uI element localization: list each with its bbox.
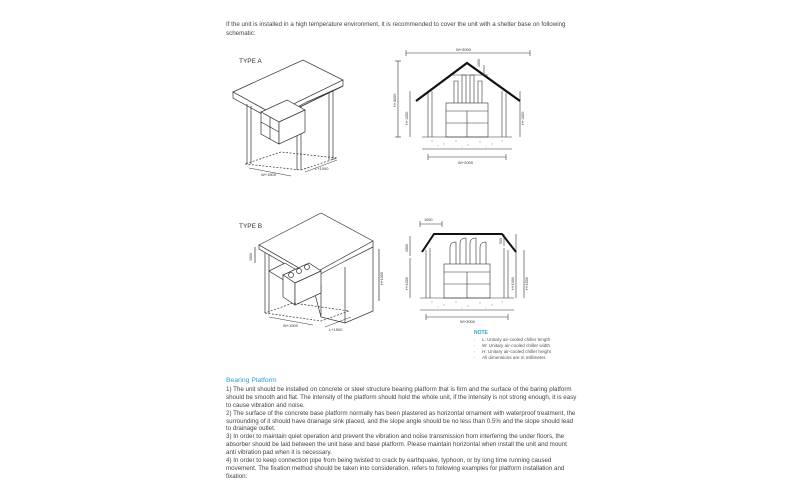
paragraph-1: 1) The unit should be installed on concrete or steel structure bearing platform that is firm and the surface of the baring platform should be smooth and flat. The intensity of the platform should hold the whole unit, if the intensity is not strong enough, it is easy to cause vibration and noise. — [226, 385, 577, 409]
intro-text: If the unit is installed in a high temperature environment, it is recommended to cover the unit with a shelter base on following schematic: — [226, 21, 566, 38]
type-b-mid-height-dim: H+1500 — [525, 277, 529, 290]
type-b-side-dim: H+1000 — [380, 272, 384, 285]
section-title: Bearing Platform — [226, 377, 277, 384]
type-a-front-drawing — [392, 45, 542, 170]
type-b-base-width-dim: W+3000 — [460, 319, 476, 324]
type-b-right-top-dim: 500 — [499, 238, 503, 244]
note-item: · W: Unitary air-cooled chiller width — [474, 343, 551, 348]
type-a-top-height: 1000 — [477, 59, 481, 67]
note-item: · All dimensions are in millimeter. — [474, 355, 547, 360]
type-b-length-dim: L+1500 — [329, 327, 343, 332]
paragraph-2: 2) The surface of the concrete base platform normally has been plastered as horizontal ornament with waterproof treatment, the surrounding of it should have drainage sink placed, and the slope angle should be no less than 0.5% and the slope should lead to drainage outlet. — [226, 409, 576, 433]
type-a-total-height: H+3000 — [393, 93, 397, 107]
type-b-front-drawing — [398, 214, 538, 324]
type-a-base-width: W+2000 — [458, 160, 474, 165]
paragraph-3: 3) In order to maintain quiet operation and prevent the vibration and noise transmission from interfering the under floors, the absorber should be laid between the unit base and base platform. Please maintain horizontal when install the unit and mount anti vibration pad when it is necessary. — [226, 433, 567, 457]
bearing-platform-section — [226, 377, 578, 481]
type-b-right-height-dim: H+1000 — [511, 277, 515, 290]
paragraph-4: 4) In order to keep connection pipe from being twisted to crack by earthquake, typhoon, or by long time running caused movement. The fixation method should be taken into consideration, refers to following examples for platform installation and fixation: — [226, 457, 565, 480]
type-a-perspective-drawing — [225, 52, 365, 182]
type-b-left-top-dim: 1500 — [405, 244, 409, 252]
type-b-label: TYPE B — [239, 223, 263, 230]
type-a-left-height: H+1000 — [405, 111, 409, 125]
note-item: · H: Unitary air-cooled chiller height — [474, 349, 551, 354]
type-b-left-height-dim: H+1000 — [405, 277, 409, 290]
type-b-top-left-dim: 1000 — [424, 218, 433, 222]
type-b-front-figure — [398, 214, 538, 324]
note-item: · L: Unitary air-cooled chiller length — [474, 337, 551, 342]
type-a-length-dim: L+1000 — [315, 166, 329, 171]
type-a-top-width: W+3000 — [456, 47, 472, 52]
type-a-perspective-figure — [225, 52, 365, 182]
note-title: NOTE — [474, 330, 488, 336]
type-b-perspective-figure — [225, 205, 385, 335]
type-a-front-figure — [392, 45, 542, 170]
note-box — [474, 330, 584, 361]
type-a-label: TYPE A — [239, 58, 262, 65]
type-a-width-dim: W+1500 — [261, 172, 277, 177]
type-a-right-height: H+1000 — [521, 111, 525, 125]
type-b-top-dim: 1500 — [249, 253, 253, 261]
type-b-width-dim: W+1500 — [283, 323, 299, 328]
